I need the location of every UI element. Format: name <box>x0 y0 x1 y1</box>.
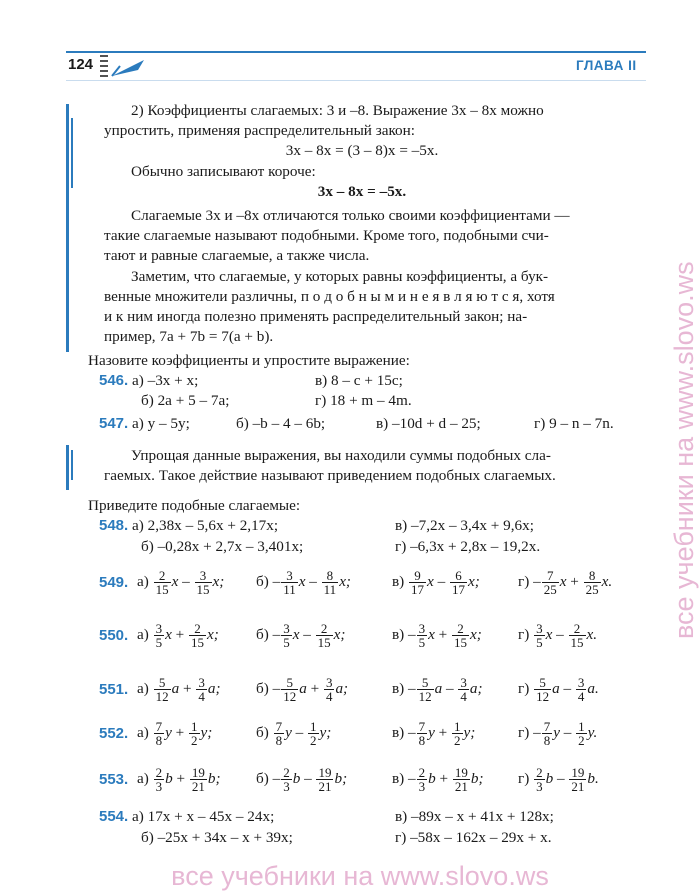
numerator: 1 <box>191 719 198 735</box>
numerator: 2 <box>536 765 543 781</box>
part-label: в) <box>392 724 409 741</box>
exercise-part <box>518 762 599 796</box>
denominator: 4 <box>577 689 585 705</box>
sign: – <box>272 626 281 643</box>
denominator: 17 <box>451 582 465 598</box>
variable: x; <box>470 626 482 643</box>
denominator: 12 <box>536 689 550 705</box>
numerator: 6 <box>450 569 467 583</box>
part-label: а) <box>137 724 153 741</box>
fraction <box>195 569 212 596</box>
part-a: а) 17x + x – 45x – 24x; <box>132 808 275 825</box>
numerator: 5 <box>154 676 171 690</box>
part-label: б) <box>256 770 273 787</box>
variable: y; <box>463 724 476 741</box>
denominator: 4 <box>460 689 467 705</box>
text-line: Упрощая данные выражения, вы находили суммы подобных сла- <box>131 447 551 464</box>
task-intro: Назовите коэффициенты и упростите выражение: <box>88 352 410 369</box>
denominator: 3 <box>418 779 426 795</box>
part-a: а) –3x + x; <box>132 372 199 389</box>
exercise-number: 550. <box>99 627 129 644</box>
text-line: гаемых. Такое действие называют приведением подобных слагаемых. <box>104 467 556 484</box>
text-line: такие слагаемые называют подобными. Кроме того, подобными счи- <box>104 227 549 244</box>
variable: a <box>434 680 443 697</box>
numerator: 7 <box>155 719 163 735</box>
denominator: 8 <box>275 733 283 749</box>
numerator: 3 <box>198 675 205 691</box>
part-label: в) <box>392 770 409 787</box>
variable: b. <box>587 770 599 787</box>
variable: y. <box>587 724 598 741</box>
denominator: 15 <box>454 635 468 651</box>
denominator: 21 <box>318 779 332 795</box>
numerator: 19 <box>571 765 585 781</box>
sign: – <box>408 770 416 787</box>
operator: – <box>559 680 575 697</box>
fraction <box>534 622 545 649</box>
watermark-bottom: все учебники на www.slovo.ws <box>171 861 549 891</box>
numerator: 1 <box>310 719 317 735</box>
fraction <box>316 622 333 649</box>
exercise-part <box>392 565 480 599</box>
fraction <box>584 569 601 596</box>
numerator: 2 <box>283 765 290 781</box>
numerator: 2 <box>569 622 586 636</box>
sign: – <box>533 724 541 741</box>
operator: + <box>434 724 452 741</box>
fraction <box>452 720 463 747</box>
part-v: в) –10d + d – 25; <box>376 415 481 432</box>
denominator: 8 <box>543 733 551 749</box>
exercise-part <box>137 762 221 796</box>
chapter-title: ГЛАВА II <box>576 58 637 73</box>
exercise-part <box>392 762 484 796</box>
variable: a <box>552 680 560 697</box>
variable: x. <box>586 626 598 643</box>
denominator: 25 <box>543 582 557 598</box>
exercise-548 <box>99 516 278 535</box>
fraction <box>281 676 298 703</box>
exercise-number: 547. <box>99 415 129 432</box>
fraction <box>576 676 587 703</box>
sign: – <box>272 573 281 590</box>
exercise-part <box>518 716 597 750</box>
operator: + <box>171 724 189 741</box>
denominator: 4 <box>325 689 333 705</box>
variable: x <box>292 626 300 643</box>
part-label: г) <box>518 724 534 741</box>
numerator: 2 <box>155 765 163 781</box>
fraction <box>534 766 545 793</box>
denominator: 5 <box>283 635 290 651</box>
variable: x; <box>339 573 351 590</box>
part-a: а) y – 5y; <box>132 415 190 432</box>
part-v: в) –89x – x + 41x + 128x; <box>395 808 554 825</box>
numerator: 19 <box>454 765 468 781</box>
sign: – <box>408 724 416 741</box>
sign: – <box>408 626 416 643</box>
denominator: 11 <box>323 582 337 598</box>
variable: a; <box>469 680 483 697</box>
denominator: 15 <box>570 635 584 651</box>
numerator: 1 <box>578 719 585 735</box>
numerator: 8 <box>584 569 601 583</box>
exercise-number: 554. <box>99 808 129 825</box>
fraction <box>281 766 292 793</box>
part-label: б) <box>256 680 273 697</box>
fraction <box>190 766 207 793</box>
variable: y; <box>200 724 213 741</box>
fraction <box>189 622 206 649</box>
exercise-part <box>137 716 212 750</box>
margin-bar <box>66 104 69 352</box>
text-line: и к ним иногда полезно применять распределительный закон; на- <box>104 308 528 325</box>
variable: y <box>428 724 435 741</box>
fraction <box>308 720 319 747</box>
numerator: 19 <box>318 765 332 781</box>
numerator: 2 <box>452 622 469 636</box>
fraction <box>452 622 469 649</box>
numerator: 7 <box>543 719 551 735</box>
fraction <box>154 676 171 703</box>
operator: – <box>291 724 308 741</box>
fraction <box>154 720 165 747</box>
denominator: 2 <box>310 733 317 749</box>
exercise-part <box>392 618 482 652</box>
variable: b <box>545 770 554 787</box>
operator: + <box>179 680 196 697</box>
variable: x <box>545 626 553 643</box>
fraction <box>458 676 469 703</box>
fraction <box>576 720 587 747</box>
variable: y <box>165 724 172 741</box>
denominator: 3 <box>536 779 543 795</box>
text-line: Слагаемые 3x и –8x отличаются только своими коэффициентами — <box>131 207 570 224</box>
denominator: 21 <box>191 779 205 795</box>
operator: – <box>300 770 316 787</box>
numerator: 5 <box>534 676 551 690</box>
fraction <box>453 766 470 793</box>
numerator: 1 <box>454 719 461 735</box>
numerator: 2 <box>418 765 426 781</box>
denominator: 3 <box>155 779 163 795</box>
sign: – <box>533 573 541 590</box>
exercise-554 <box>99 807 274 826</box>
formula: 3x – 8x = (3 – 8)x = –5x. <box>285 142 439 159</box>
variable: x; <box>207 626 219 643</box>
exercise-number: 553. <box>99 771 129 788</box>
part-label: б) <box>256 724 273 741</box>
denominator: 3 <box>283 779 290 795</box>
part-label: в) <box>392 573 409 590</box>
denominator: 21 <box>571 779 585 795</box>
numerator: 7 <box>542 569 559 583</box>
part-label: а) <box>137 573 153 590</box>
part-b: б) –b – 4 – 6b; <box>236 415 326 432</box>
exercise-part <box>256 716 331 750</box>
part-g: г) 18 + m – 4m. <box>315 392 412 409</box>
text-line: упростить, применяя распределительный закон: <box>104 122 415 139</box>
denominator: 11 <box>283 582 296 598</box>
operator: – <box>299 626 315 643</box>
numerator: 3 <box>281 569 298 583</box>
operator: – <box>559 724 576 741</box>
denominator: 15 <box>196 582 210 598</box>
denominator: 12 <box>283 689 297 705</box>
exercise-part <box>518 565 612 599</box>
operator: + <box>435 770 452 787</box>
exercise-part <box>256 618 345 652</box>
operator: + <box>566 573 583 590</box>
fraction <box>189 720 200 747</box>
denominator: 2 <box>454 733 461 749</box>
numerator: 9 <box>409 569 426 583</box>
fraction <box>154 766 165 793</box>
part-label: б) <box>256 573 273 590</box>
numerator: 3 <box>460 675 467 691</box>
text-line: тают и равные слагаемые, а также числа. <box>104 247 370 264</box>
sign: – <box>272 770 281 787</box>
variable: x. <box>601 573 613 590</box>
operator: + <box>171 626 189 643</box>
denominator: 8 <box>418 733 426 749</box>
variable: b; <box>334 770 348 787</box>
variable: b; <box>470 770 484 787</box>
numerator: 5 <box>417 676 434 690</box>
variable: y <box>553 724 560 741</box>
margin-bar <box>66 445 69 490</box>
part-b: б) –0,28x + 2,7x – 3,401x; <box>141 538 304 555</box>
variable: b; <box>207 770 221 787</box>
fraction <box>542 720 553 747</box>
operator: – <box>433 573 449 590</box>
part-g: г) 9 – n – 7n. <box>534 415 614 432</box>
exercise-part <box>256 672 348 706</box>
fraction <box>274 720 285 747</box>
denominator: 5 <box>155 635 163 651</box>
operator: – <box>442 680 458 697</box>
numerator: 3 <box>283 621 290 637</box>
operator: + <box>306 680 323 697</box>
part-label: г) <box>518 770 534 787</box>
numerator: 7 <box>275 719 283 735</box>
part-g: г) –6,3x + 2,8x – 19,2x. <box>395 538 541 555</box>
sign: – <box>272 680 281 697</box>
exercise-547 <box>99 414 190 433</box>
denominator: 21 <box>454 779 468 795</box>
exercise-number: 549. <box>99 574 129 591</box>
part-label: б) <box>256 626 273 643</box>
part-label: а) <box>137 770 153 787</box>
margin-bar <box>71 118 73 188</box>
fraction <box>316 766 333 793</box>
variable: x; <box>333 626 346 643</box>
exercise-part <box>137 672 221 706</box>
variable: x <box>559 573 567 590</box>
exercise-part <box>137 565 224 599</box>
operator: + <box>172 770 189 787</box>
denominator: 15 <box>191 635 205 651</box>
variable: a; <box>207 680 221 697</box>
fraction <box>281 622 292 649</box>
watermark-side: все учебники на www.slovo.ws <box>669 261 699 639</box>
numerator: 3 <box>536 621 543 637</box>
denominator: 15 <box>155 582 169 598</box>
variable: x <box>171 573 179 590</box>
operator: – <box>553 770 569 787</box>
exercise-number: 552. <box>99 725 129 742</box>
part-b: б) –25x + 34x – x + 39x; <box>141 829 293 846</box>
operator: – <box>305 573 321 590</box>
variable: b <box>292 770 301 787</box>
text-line: венные множители различны, п о д о б н ы м и н е я в л я ю т с я, хотя <box>104 288 555 305</box>
exercise-part <box>256 762 347 796</box>
variable: x; <box>467 573 480 590</box>
page-number: 124 <box>68 56 94 73</box>
fraction <box>569 766 586 793</box>
fraction <box>534 676 551 703</box>
variable: x <box>427 573 434 590</box>
exercise-part <box>392 672 483 706</box>
numerator: 3 <box>195 569 212 583</box>
numerator: 5 <box>281 676 298 690</box>
header-rule <box>66 51 646 53</box>
numerator: 3 <box>418 621 426 637</box>
fraction <box>322 569 339 596</box>
denominator: 12 <box>155 689 169 705</box>
variable: b <box>165 770 173 787</box>
exercise-part <box>392 716 475 750</box>
variable: a <box>171 680 180 697</box>
denominator: 2 <box>191 733 198 749</box>
operator: + <box>434 626 452 643</box>
exercise-number: 548. <box>99 517 129 534</box>
numerator: 2 <box>316 622 333 636</box>
fraction <box>417 720 428 747</box>
exercise-part <box>518 672 599 706</box>
variable: b <box>428 770 436 787</box>
variable: x <box>428 626 435 643</box>
part-a: а) 2,38x – 5,6x + 2,17x; <box>132 517 279 534</box>
denominator: 12 <box>418 689 432 705</box>
numerator: 2 <box>189 622 206 636</box>
part-g: г) –58x – 162x – 29x + x. <box>395 829 552 846</box>
part-label: а) <box>137 680 153 697</box>
fraction <box>417 622 428 649</box>
variable: x <box>165 626 172 643</box>
part-b: б) 2a + 5 – 7a; <box>141 392 230 409</box>
denominator: 17 <box>411 582 425 598</box>
exercise-part <box>256 565 351 599</box>
variable: a; <box>335 680 349 697</box>
text-line: пример, 7a + 7b = 7(a + b). <box>104 328 274 345</box>
spiral-pencil-icon <box>98 52 148 80</box>
numerator: 2 <box>154 569 171 583</box>
header-rule-bottom <box>66 80 646 81</box>
denominator: 5 <box>536 635 543 651</box>
exercise-546 <box>99 371 198 390</box>
variable: x; <box>212 573 225 590</box>
fraction <box>542 569 559 596</box>
text-line: Заметим, что слагаемые, у которых равны коэффициенты, а бук- <box>131 268 549 285</box>
exercise-number: 551. <box>99 681 129 698</box>
fraction <box>281 569 298 596</box>
part-v: в) –7,2x – 3,4x + 9,6x; <box>395 517 534 534</box>
task-intro: Приведите подобные слагаемые: <box>88 497 301 514</box>
operator: – <box>178 573 194 590</box>
operator: – <box>552 626 568 643</box>
fraction <box>417 676 434 703</box>
part-label: в) <box>392 680 409 697</box>
formula-bold: 3x – 8x = –5x. <box>317 183 407 200</box>
numerator: 3 <box>577 675 585 691</box>
text-line: 2) Коэффициенты слагаемых: 3 и –8. Выражение 3x – 8x можно <box>131 102 544 119</box>
exercise-part <box>137 618 219 652</box>
numerator: 19 <box>191 765 205 781</box>
denominator: 5 <box>418 635 426 651</box>
fraction <box>324 676 335 703</box>
denominator: 25 <box>585 582 599 598</box>
sign: – <box>408 680 416 697</box>
fraction <box>569 622 586 649</box>
exercise-number: 546. <box>99 372 129 389</box>
variable: a <box>299 680 307 697</box>
denominator: 15 <box>317 635 331 651</box>
exercise-part <box>518 618 597 652</box>
part-label: в) <box>392 626 409 643</box>
fraction <box>154 622 165 649</box>
numerator: 3 <box>155 621 163 637</box>
part-label: г) <box>518 573 534 590</box>
part-label: а) <box>137 626 153 643</box>
numerator: 8 <box>322 569 339 583</box>
part-label: г) <box>518 680 534 697</box>
part-label: г) <box>518 626 534 643</box>
variable: y; <box>319 724 332 741</box>
numerator: 7 <box>418 719 426 735</box>
fraction <box>154 569 171 596</box>
variable: x <box>298 573 306 590</box>
text-line: Обычно записывают короче: <box>131 163 316 180</box>
numerator: 3 <box>325 675 333 691</box>
margin-bar <box>71 450 73 480</box>
fraction <box>450 569 467 596</box>
fraction <box>196 676 207 703</box>
fraction <box>417 766 428 793</box>
part-v: в) 8 – c + 15c; <box>315 372 403 389</box>
denominator: 4 <box>198 689 205 705</box>
variable: a. <box>587 680 599 697</box>
denominator: 2 <box>578 733 585 749</box>
denominator: 8 <box>155 733 163 749</box>
variable: y <box>285 724 292 741</box>
fraction <box>409 569 426 596</box>
